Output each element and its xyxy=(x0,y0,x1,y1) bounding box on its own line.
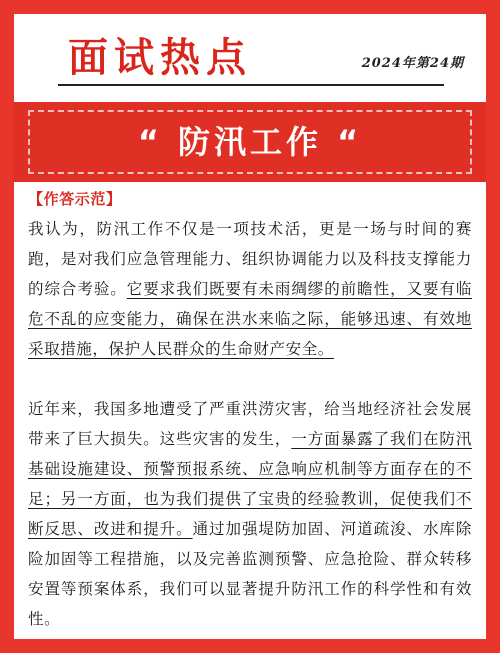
topic-banner xyxy=(14,102,486,182)
issue-label: 2024年第24期 xyxy=(361,56,464,71)
paragraph-2-text-start: 近年来，我国多地遭受了严重洪涝灾害，给当地经济社会发展带来了巨大损失。这些灾害的发生， xyxy=(28,400,472,448)
section-tag: 【作答示范】 xyxy=(28,190,122,208)
paragraph-1 xyxy=(28,214,472,364)
answer-content xyxy=(28,184,472,634)
header-divider xyxy=(58,84,444,86)
document-sheet xyxy=(14,14,486,639)
paragraph-2-text-end: 通过加强堤防加固、河道疏浚、水库除险加固等工程措施，以及完善监测预警、应急抢险、群众转移安置等预案体系，我们可以显著提升防汛工作的科学性和有效性。 xyxy=(28,520,472,628)
banner-title: “ 防汛工作 “ xyxy=(137,123,363,161)
header-title: 面试热点 xyxy=(68,34,252,81)
paragraph-1-text: 我认为，防汛工作不仅是一项技术活，更是一场与时间的赛跑，是对我们应急管理能力、组织协调能力以及科技支撑能力的综合考验。 xyxy=(28,220,472,298)
paragraph-1-underlined-text: 它要求我们既要有未雨绸缪的前瞻性，又要有临危不乱的应变能力，确保在洪水来临之际，能够迅速、有效地采取措施，保护人民群众的生命财产安全。 xyxy=(28,280,472,358)
paragraph-2 xyxy=(28,394,472,634)
paragraph-2-underlined-text: 一方面暴露了我们在防汛基础设施建设、预警预报系统、应急响应机制等方面存在的不足；另一方面，也为我们提供了宝贵的经验教训，促使我们不断反思、改进和提升。 xyxy=(28,430,472,538)
